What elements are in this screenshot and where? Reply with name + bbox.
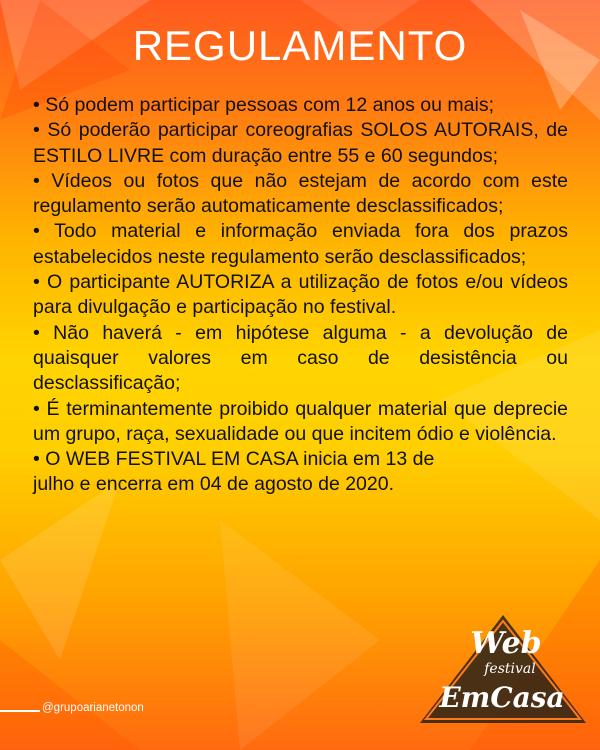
rules-list <box>33 93 568 498</box>
rule-item: • O participante AUTORIZA a utilização de fotos e/ou vídeos para divulgação e participação no festival. <box>33 271 568 319</box>
rule-item: • Só podem participar pessoas com 12 anos ou mais; <box>33 94 494 116</box>
page-title: REGULAMENTO <box>132 22 468 69</box>
social-handle: @grupoarianetonon <box>42 702 144 714</box>
logo-word-web: Web <box>470 626 542 661</box>
rule-item: • Só poderão participar coreografias SOLOS AUTORAIS, de ESTILO LIVRE com duração entre 55 e 60 segundos; <box>33 119 568 167</box>
rule-item: • Todo material e informação enviada fora dos prazos estabelecidos neste regulamento serão desclassificados; <box>33 220 568 268</box>
rule-item: • O WEB FESTIVAL EM CASA inicia em 13 de julho e encerra em 04 de agosto de 2020. <box>33 448 435 496</box>
rule-item: • Não haverá - em hipótese alguma - a devolução de quaisquer valores em caso de desistência ou desclassificação; <box>33 321 568 395</box>
logo-word-emcasa: EmCasa <box>439 681 565 714</box>
handle-divider <box>0 710 40 712</box>
rule-item: • Vídeos ou fotos que não estejam de acordo com este regulamento serão automaticamente desclassificados; <box>33 169 568 218</box>
web-festival-logo <box>418 615 588 725</box>
logo-word-festival: festival <box>484 661 536 677</box>
rule-item: • É terminantemente proibido qualquer material que deprecie um grupo, raça, sexualidade ou que incitem ódio e violência. <box>33 397 568 445</box>
